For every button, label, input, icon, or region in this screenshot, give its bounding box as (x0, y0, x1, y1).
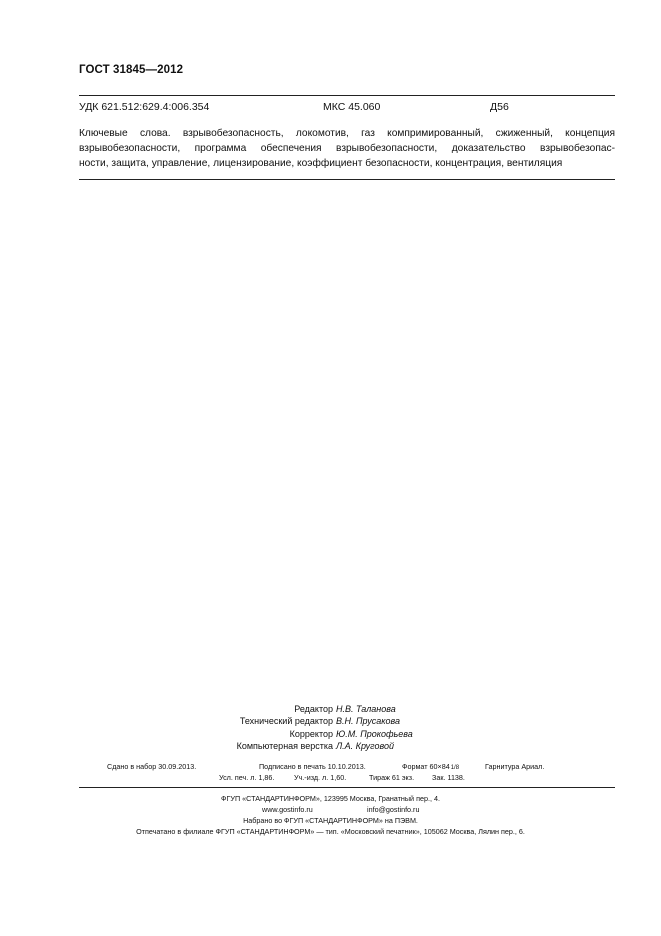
print-order: Зак. 1138. (432, 773, 465, 782)
mks-code: МКС 45.060 (323, 101, 381, 113)
header-divider (79, 95, 615, 96)
credit-role: Корректор (289, 728, 333, 739)
credit-name: Н.В. Таланова (336, 704, 396, 714)
print-format-fraction: 1/8 (450, 765, 460, 771)
print-signed-date: Подписано в печать 10.10.2013. (259, 762, 366, 771)
document-title: ГОСТ 31845—2012 (79, 64, 184, 76)
classifier-code: Д56 (490, 101, 509, 113)
keywords-line: ности, защита, управление, лицензирование, коэффициент безопасности, концентрация, вентиляция (79, 158, 563, 169)
print-font: Гарнитура Ариал. (485, 762, 545, 771)
keywords-block (79, 126, 615, 171)
credit-corrector (0, 728, 661, 740)
print-sent-date: Сдано в набор 30.09.2013. (107, 762, 197, 771)
credit-role: Технический редактор (239, 716, 333, 727)
publisher-website: www.gostinfo.ru (262, 805, 313, 814)
keywords-divider (79, 179, 615, 180)
print-pub-sheets: Уч.-изд. л. 1,60. (294, 773, 347, 782)
keywords-line: взрывобезопасности, программа обеспечения взрывобезопасности, доказательство взрывобезопас- (79, 143, 615, 154)
credit-tech-editor (0, 715, 661, 727)
credit-role: Редактор (294, 704, 333, 714)
credits-block (0, 703, 661, 753)
credit-layout (0, 740, 661, 752)
keywords-line: Ключевые слова. взрывобезопасность, локомотив, газ компримированный, сжиженный, концепция (79, 128, 615, 139)
publisher-divider (79, 787, 615, 788)
credit-name: В.Н. Прусакова (336, 716, 400, 727)
udk-code: УДК 621.512:629.4:006.354 (79, 101, 210, 113)
print-circulation: Тираж 61 экз. (369, 773, 415, 782)
credit-name: Л.А. Круговой (336, 741, 395, 752)
print-format (402, 762, 459, 771)
credit-name: Ю.М. Прокофьева (336, 728, 413, 739)
credit-editor (0, 703, 661, 715)
publisher-address: ФГУП «СТАНДАРТИНФОРМ», 123995 Москва, Гранатный пер., 4. (221, 794, 440, 803)
publisher-email: info@gostinfo.ru (367, 805, 420, 814)
publisher-printed: Отпечатано в филиале ФГУП «СТАНДАРТИНФОРМ» — тип. «Московский печатник», 105062 Москва, Лялин пер., 6. (136, 827, 525, 836)
publisher-typeset: Набрано во ФГУП «СТАНДАРТИНФОРМ» на ПЭВМ. (243, 816, 418, 825)
print-format-label: Формат 60×84 (402, 762, 450, 771)
print-sheets: Усл. печ. л. 1,86. (219, 773, 275, 782)
credit-role: Компьютерная верстка (236, 741, 333, 752)
